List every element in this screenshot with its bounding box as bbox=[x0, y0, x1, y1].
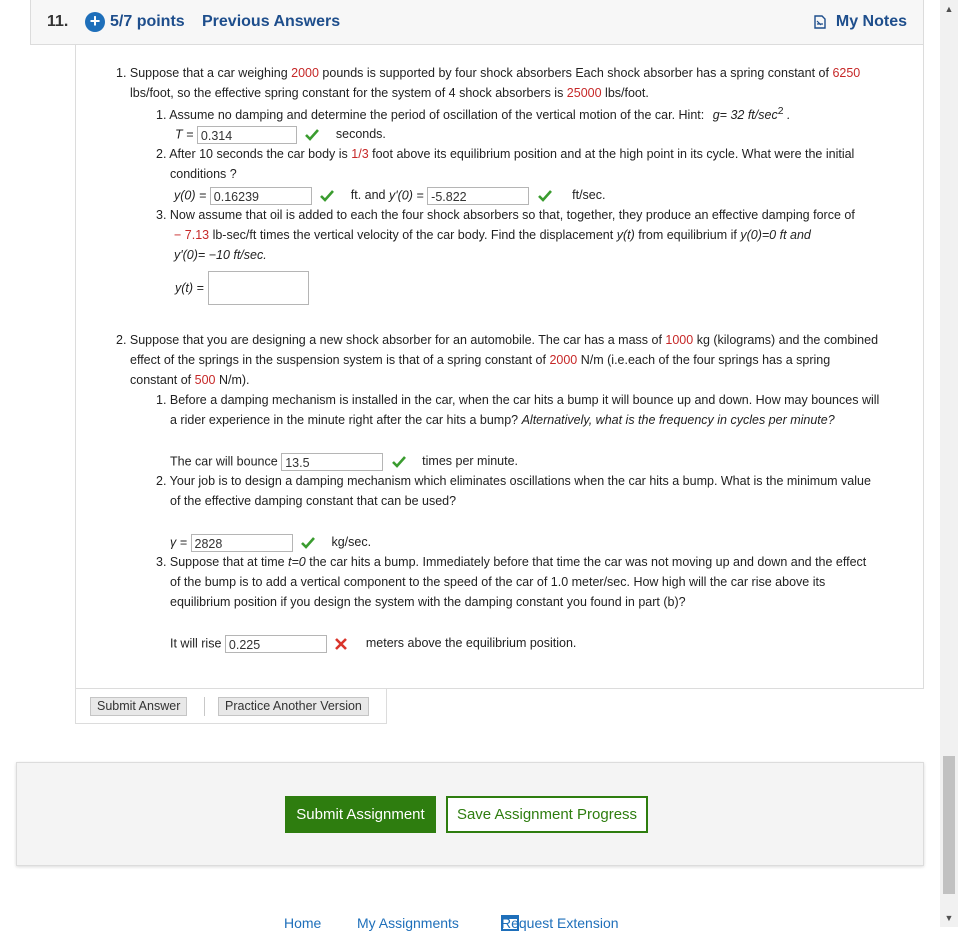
submit-assignment-button[interactable]: Submit Assignment bbox=[285, 796, 436, 833]
p2-part1-text-line2: a rider experience in the minute right after the car hits a bump? Alternatively, what is the frequency in cycles per minute? bbox=[170, 413, 835, 427]
yt-answer-input[interactable] bbox=[208, 271, 309, 305]
correct-check-icon bbox=[391, 455, 407, 469]
correct-check-icon bbox=[537, 189, 553, 203]
incorrect-cross-icon bbox=[334, 637, 348, 651]
scroll-down-arrow-icon[interactable]: ▼ bbox=[944, 913, 954, 923]
practice-another-version-button[interactable]: Practice Another Version bbox=[218, 697, 369, 716]
p2-part3-text-line3: equilibrium position if you design the system with the damping constant you found in part (b)? bbox=[170, 595, 686, 609]
combined-spring-value: 2000 bbox=[549, 353, 578, 367]
p1-intro-line1: 1. Suppose that a car weighing 2000 pounds is supported by four shock absorbers Each shock absorber has a spring constant of 6250 bbox=[116, 66, 861, 80]
p2-part3-text-line2: of the bump is to add a vertical component to the speed of the car of 1.0 meter/sec. How high will the car rise above its bbox=[170, 575, 826, 589]
gravity-hint: g= 32 $ft/\sec^2$ . bbox=[712, 106, 791, 123]
p2-intro-line2: effect of the springs in the suspension system is that of a spring constant of 2000 N/m (i.e.each of the four springs has a spring bbox=[130, 353, 831, 367]
damping-value: − 7.13 bbox=[174, 228, 210, 242]
effective-constant-value: 25000 bbox=[566, 86, 602, 100]
assignment-actions-panel bbox=[16, 762, 924, 866]
notes-icon bbox=[814, 15, 826, 29]
p1-part1-text: 1. Assume no damping and determine the period of oscillation of the vertical motion of the car. Hint: g= 32 $ft/\sec^2$ . bbox=[156, 106, 791, 123]
p1-part3-text-line2: − 7.13 lb-sec/ft times the vertical velocity of the car body. Find the displacement y(t) from equilibrium if y(0)=0 ft and bbox=[174, 228, 811, 242]
each-spring-value: 500 bbox=[194, 373, 216, 387]
p2-part3-answer-row: It will rise 0.225 meters above the equilibrium position. bbox=[170, 636, 577, 652]
p1-part3-text-line3: y'(0)= −10 ft/sec. bbox=[174, 248, 267, 262]
yprime0-answer-input[interactable]: -5.822 bbox=[427, 187, 529, 205]
correct-check-icon bbox=[319, 189, 335, 203]
p1-part2-answer-row: y(0) = 0.16239 ft. and y'(0) = -5.822 ft/sec. bbox=[174, 188, 606, 204]
p2-part2-text-line1: 2. Your job is to design a damping mechanism which eliminates oscillations when the car hits a bump. What is the minimum value bbox=[156, 474, 871, 488]
gamma-answer-input[interactable]: 2828 bbox=[191, 534, 293, 552]
p1-part2-text-line2: conditions ? bbox=[170, 167, 237, 181]
period-answer-input[interactable]: 0.314 bbox=[197, 126, 297, 144]
rise-answer-input[interactable]: 0.225 bbox=[225, 635, 327, 653]
p1-part2-text-line1: 2. After 10 seconds the car body is 1/3 foot above its equilibrium position and at the high point in its cycle. What were the initial bbox=[156, 147, 855, 161]
question-button-row bbox=[75, 689, 387, 724]
p2-part3-text-line1: 3. Suppose that at time t=0 the car hits a bump. Immediately before that time the car was not moving up and down and the effect bbox=[156, 555, 867, 569]
button-divider bbox=[204, 697, 205, 716]
my-notes-label[interactable]: My Notes bbox=[835, 13, 907, 30]
p2-intro-line3: constant of 500 N/m). bbox=[130, 373, 250, 387]
height-fraction: 1/3 bbox=[351, 147, 369, 161]
points-toggle[interactable] bbox=[85, 12, 185, 32]
correct-check-icon bbox=[304, 128, 320, 142]
correct-check-icon bbox=[300, 536, 316, 550]
bounce-answer-input[interactable]: 13.5 bbox=[281, 453, 383, 471]
submit-answer-button[interactable]: Submit Answer bbox=[90, 697, 187, 716]
p2-part1-answer-row: The car will bounce 13.5 times per minute. bbox=[170, 454, 519, 470]
p2-part1-text-line1: 1. Before a damping mechanism is installed in the car, when the car hits a bump it will bounce up and down. How may bounces will bbox=[156, 393, 880, 407]
points-label[interactable]: 5/7 points bbox=[110, 13, 185, 30]
vertical-scrollbar[interactable] bbox=[940, 0, 958, 927]
p1-part3-text-line1: 3. Now assume that oil is added to each the four shock absorbers so that, together, they produce an effective damping force of bbox=[156, 208, 855, 222]
y0-answer-input[interactable]: 0.16239 bbox=[210, 187, 312, 205]
question-header bbox=[30, 0, 924, 45]
scroll-up-arrow-icon[interactable]: ▲ bbox=[944, 4, 954, 14]
question-number: 11. bbox=[47, 13, 69, 30]
scrollbar-thumb[interactable] bbox=[943, 756, 955, 894]
spring-constant-value: 6250 bbox=[832, 66, 861, 80]
my-assignments-link[interactable]: My Assignments bbox=[357, 915, 459, 931]
expand-plus-icon[interactable]: + bbox=[85, 12, 105, 32]
p1-intro-line2: lbs/foot, so the effective spring constant for the system of 4 shock absorbers is 25000 lbs/foot. bbox=[130, 86, 649, 100]
home-link[interactable]: Home bbox=[284, 915, 322, 931]
weight-value: 2000 bbox=[291, 66, 319, 80]
save-assignment-progress-button[interactable]: Save Assignment Progress bbox=[446, 796, 648, 833]
p2-part2-text-line2: of the effective damping constant that can be used? bbox=[170, 494, 457, 508]
p2-intro-line1: 2. Suppose that you are designing a new shock absorber for an automobile. The car has a mass of 1000 kg (kilograms) and the combined bbox=[116, 333, 879, 347]
mass-value: 1000 bbox=[665, 333, 694, 347]
p2-part2-answer-row: γ = 2828 kg/sec. bbox=[170, 535, 372, 551]
p1-part1-answer-row: T = 0.314 seconds. bbox=[175, 127, 386, 143]
my-notes-link[interactable] bbox=[814, 13, 907, 31]
previous-answers-link[interactable]: Previous Answers bbox=[202, 13, 341, 30]
yt-label: y(t) = bbox=[175, 281, 204, 295]
